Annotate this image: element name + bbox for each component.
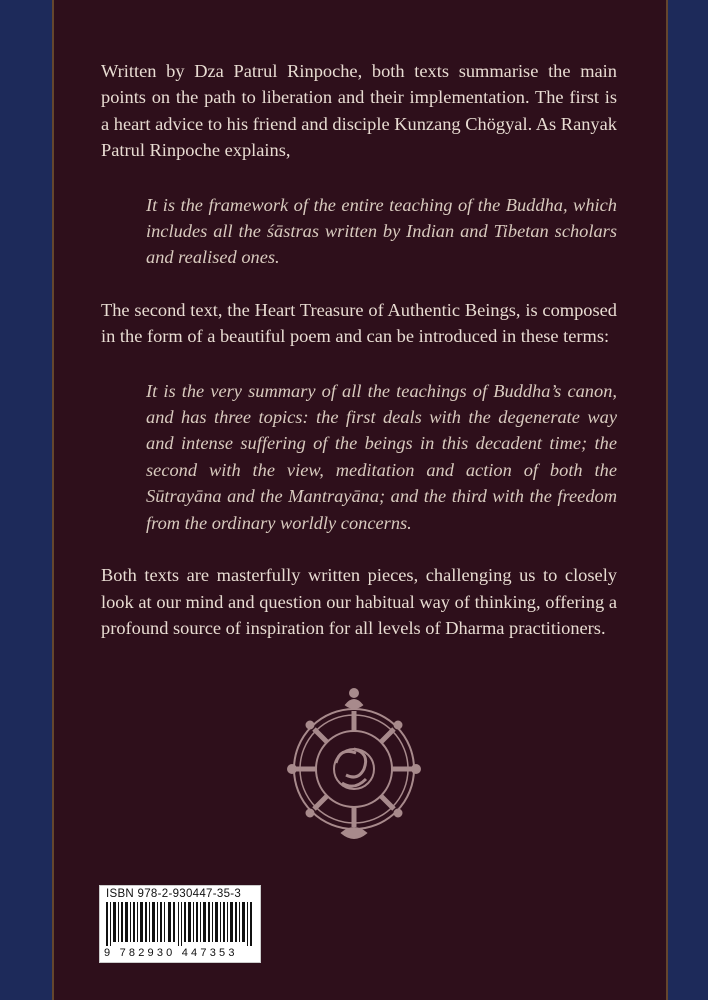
isbn-label: ISBN 978-2-930447-35-3: [106, 888, 242, 900]
second-paragraph: The second text, the Heart Treasure of Authentic Beings, is composed in the form of a beautiful poem and can be introduced in these terms:: [101, 299, 617, 347]
first-quote: It is the framework of the entire teaching of the Buddha, which includes all the śāstras written by Indian and Tibetan scholars and realised ones.: [146, 194, 617, 268]
left-border: [0, 0, 52, 1000]
intro-paragraph: Written by Dza Patrul Rinpoche, both texts summarise the main points on the path to liberation and their implementation. The first is a heart advice to his friend and disciple Kunzang Chögyal. As Ranyak Patrul Rinpoche explains,: [101, 61, 617, 161]
right-border: [668, 0, 708, 1000]
right-gold-rule: [666, 0, 668, 1000]
second-quote: It is the very summary of all the teachings of Buddha’s canon, and has three topics: the first deals with the degenerate way and intense suffering of the beings in this decadent time; the second with the view, meditation and action of both the Sūtrayāna and the Mantrayāna; and the third with the freedom from the ordinary worldly concerns.: [146, 380, 617, 533]
blurb-text: [101, 58, 617, 669]
isbn-barcode: [99, 885, 261, 963]
barcode-bars: [106, 902, 254, 946]
closing-paragraph: Both texts are masterfully written pieces, challenging us to closely look at our mind and question our habitual way of thinking, offering a profound source of inspiration for all levels of Dharma practitioners.: [101, 565, 617, 638]
left-gold-rule: [52, 0, 54, 1000]
barcode-digits: 9 782930 447353: [104, 947, 238, 959]
dharma-wheel-icon: [284, 683, 424, 845]
